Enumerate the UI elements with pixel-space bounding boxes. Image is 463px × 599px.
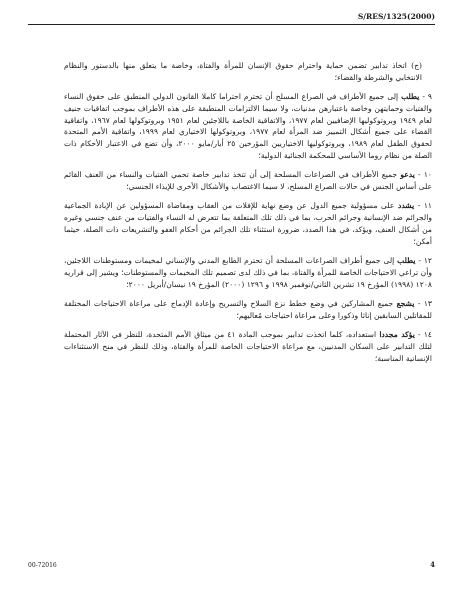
paragraph-number: ١٢ - bbox=[418, 256, 432, 266]
paragraph-number: ١٤ - bbox=[418, 330, 433, 340]
operative-verb: يطلب bbox=[401, 92, 420, 102]
paragraph-number: ١٣ - bbox=[417, 299, 432, 309]
paragraph-text: جميع الأطراف في الصراعات المسلحة إلى أن تتخذ تدابير خاصة تحمي الفتيات والنساء من العنف القائم على أساس الجنس في حالات الصراع المسلح، لا سيما الاغتصاب والأشكال الأخرى للإيذاء الجنسي؛ bbox=[64, 170, 432, 192]
document-symbol: S/RES/1325(2000) bbox=[357, 12, 435, 21]
paragraph-number: ١١ - bbox=[417, 201, 432, 211]
paragraph-11 bbox=[64, 200, 432, 247]
paragraph-text: إلى جميع أطراف الصراعات المسلحة أن تحترم الطابع المدني والإنساني لمخيمات ومستوطنات اللاجئين، وأن تراعي الاحتياجات الخاصة للمرأة والفتاة، بما في ذلك لدى تصميم تلك المخيمات والمستوطنات؛ ويشير إلى قراريه ١٢٠٨ (١٩٩٨) المؤرخ ١٩ تشرين الثاني/نوفمبر ١٩٩٨ و ١٢٩٦ (٢٠٠٠) المؤرخ ١٩ نيسان/أبريل ٢٠٠٠؛ bbox=[64, 256, 432, 289]
operative-verb: يدعو bbox=[400, 170, 415, 180]
paragraph-12 bbox=[64, 255, 432, 290]
operative-verb: يشدد bbox=[397, 201, 415, 211]
operative-verb: يشجع bbox=[396, 299, 415, 309]
paragraph-number: (ج) bbox=[411, 61, 422, 70]
paragraph-text: اتخاذ تدابير تضمن حماية واحترام حقوق الإنسان للمرأة والفتاة، وخاصة ما يتعلق منها بالدستور والنظام الانتخابي والشرطة والقضاء؛ bbox=[64, 61, 422, 82]
operative-verb: يؤكد مجددا bbox=[379, 330, 415, 340]
document-body bbox=[64, 60, 432, 372]
page-number: 4 bbox=[430, 560, 435, 569]
paragraph-text: على مسؤولية جميع الدول عن وضع نهاية للإفلات من العقاب ومقاضاة المسؤولين عن الإبادة الجماعية والجرائم ضد الإنسانية وجرائم الحرب، بما في ذلك تلك المتعلقة بما تتعرض له النساء والفتيات من عنف جنسي وغيره من أشكال العنف، ويؤكد، في هذا الصدد، ضرورة استثناء تلك الجرائم من أحكام العفو والتشريعات ذات الصلة، حيثما أمكن؛ bbox=[64, 201, 432, 246]
paragraph-number: ٩ - bbox=[422, 92, 432, 102]
paragraph-text: إلى جميع الأطراف في الصراع المسلح أن تحترم احتراما كاملا القانون الدولي المنطبق على حقوق النساء والفتيات وحمايتهن وخاصة باعتبارهن مدنيات، ولا سيما الالتزامات المنطبقة على هذه الأطراف بموجب اتفاقيات جنيف لعام ١٩٤٩ وبروتوكوليها الإضافيين لعام ١٩٧٧، والاتفاقية الخاصة باللاجئين لعام ١٩٥١ وبروتوكولها لعام ١٩٦٧، واتفاقية القضاء على جميع أشكال التمييز ضد المرأة لعام ١٩٧٧، وبروتوكولها الاختياري لعام ١٩٩٩، واتفاقية الأمم المتحدة لحقوق الطفل لعام ١٩٨٩، وبروتوكوليها الاختياريين المؤرخين ٢٥ أيار/مايو ٢٠٠٠، وأن تضع في الاعتبار الأحكام ذات الصلة من نظام روما الأساسي للمحكمة الجنائية الدولية؛ bbox=[64, 92, 433, 161]
paragraph-14 bbox=[64, 329, 432, 364]
operative-verb: يطلب bbox=[397, 256, 416, 266]
paragraph-text: استعداده، كلما اتخذت تدابير بموجب المادة ٤١ من ميثاق الأمم المتحدة، للنظر في الآثار المحتملة لتلك التدابير على السكان المدنيين، مع مراعاة الاحتياجات الخاصة للمرأة والفتاة، وذلك للنظر في منح الاستثناءات الإنسانية المناسبة؛ bbox=[64, 330, 432, 363]
paragraph-text: جميع المشاركين في وضع خطط نزع السلاح والتسريح وإعادة الإدماج على مراعاة الاحتياجات المختلفة للمقاتلين السابقين إناثا وذكورا وعلى مراعاة احتياجات مُعاليهم؛ bbox=[64, 299, 432, 320]
header-rule bbox=[28, 24, 435, 25]
paragraph-9 bbox=[64, 91, 432, 162]
document-number: 00-72016 bbox=[28, 562, 57, 569]
paragraph-13 bbox=[64, 298, 432, 322]
paragraph-8c bbox=[64, 60, 432, 84]
paragraph-10 bbox=[64, 169, 432, 193]
paragraph-number: ١٠ - bbox=[418, 170, 432, 180]
